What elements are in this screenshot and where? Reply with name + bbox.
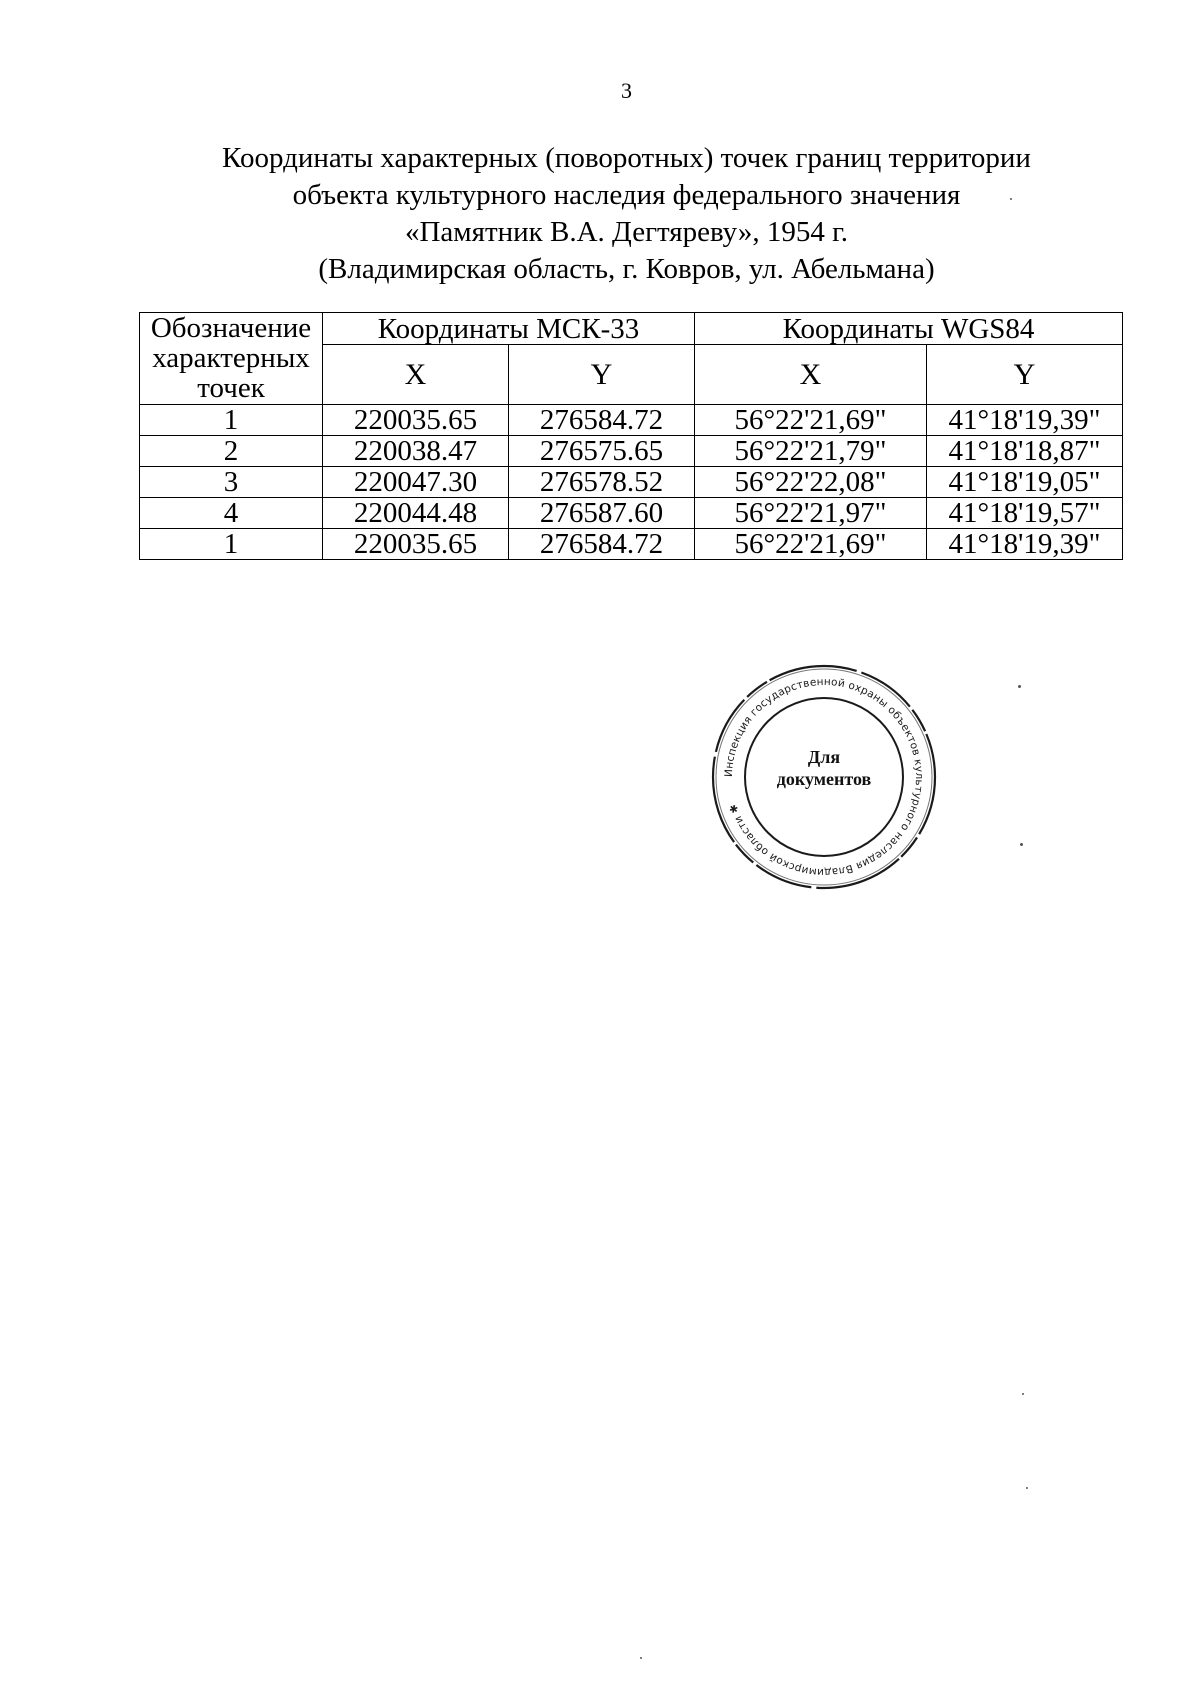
title-line-1: Координаты характерных (поворотных) точек границ территории — [222, 142, 1031, 174]
scan-speck — [1026, 1487, 1028, 1489]
stamp-center-line-2: документов — [776, 769, 872, 789]
cell-wgs-x: 56°22'22,08" — [695, 467, 927, 498]
cell-msk-y: 276587.60 — [509, 498, 695, 529]
table-row — [140, 498, 1123, 529]
cell-wgs-x: 56°22'21,69" — [695, 405, 927, 436]
stamp-ring-text: Инспекция государственной охраны объектов культурного наследия Владимирской области ✱ — [722, 675, 926, 879]
header-msk-group: Координаты МСК-33 — [323, 313, 695, 345]
title-line-2: объекта культурного наследия федерального значения — [292, 179, 961, 211]
scan-speck — [640, 1657, 642, 1659]
coordinates-table — [139, 312, 1123, 560]
header-wgs-y: Y — [927, 345, 1123, 405]
table-row — [140, 405, 1123, 436]
cell-wgs-y: 41°18'19,39" — [927, 405, 1123, 436]
table-row — [140, 436, 1123, 467]
cell-wgs-y: 41°18'19,57" — [927, 498, 1123, 529]
table-row — [140, 529, 1123, 560]
cell-wgs-y: 41°18'19,05" — [927, 467, 1123, 498]
header-wgs-x: X — [695, 345, 927, 405]
cell-wgs-y: 41°18'18,87" — [927, 436, 1123, 467]
title-line-4: (Владимирская область, г. Ковров, ул. Абельмана) — [318, 253, 935, 285]
cell-msk-y: 276578.52 — [509, 467, 695, 498]
cell-wgs-x: 56°22'21,79" — [695, 436, 927, 467]
header-point-label: Обозначение характерных точек — [140, 313, 323, 405]
cell-msk-x: 220038.47 — [323, 436, 509, 467]
cell-msk-y: 276584.72 — [509, 405, 695, 436]
page-number: 3 — [621, 78, 632, 103]
stamp-center-text — [708, 746, 940, 790]
cell-msk-x: 220035.65 — [323, 529, 509, 560]
cell-wgs-y: 41°18'19,39" — [927, 529, 1123, 560]
official-stamp — [708, 661, 940, 893]
cell-point: 4 — [140, 498, 323, 529]
header-msk-x: X — [323, 345, 509, 405]
cell-point: 3 — [140, 467, 323, 498]
cell-msk-x: 220047.30 — [323, 467, 509, 498]
scan-speck — [1010, 198, 1012, 200]
scan-speck — [1020, 843, 1023, 846]
cell-msk-y: 276584.72 — [509, 529, 695, 560]
scan-speck — [1018, 685, 1021, 688]
title-line-3: «Памятник В.А. Дегтяреву», 1954 г. — [404, 216, 849, 248]
header-msk-y: Y — [509, 345, 695, 405]
cell-point: 1 — [140, 529, 323, 560]
document-title — [100, 140, 1153, 288]
cell-msk-x: 220044.48 — [323, 498, 509, 529]
cell-wgs-x: 56°22'21,69" — [695, 529, 927, 560]
table-row — [140, 467, 1123, 498]
cell-msk-x: 220035.65 — [323, 405, 509, 436]
cell-point: 2 — [140, 436, 323, 467]
stamp-center-line-1: Для — [807, 747, 841, 767]
cell-msk-y: 276575.65 — [509, 436, 695, 467]
scan-speck — [1022, 1393, 1024, 1395]
header-wgs-group: Координаты WGS84 — [695, 313, 1123, 345]
cell-wgs-x: 56°22'21,97" — [695, 498, 927, 529]
cell-point: 1 — [140, 405, 323, 436]
